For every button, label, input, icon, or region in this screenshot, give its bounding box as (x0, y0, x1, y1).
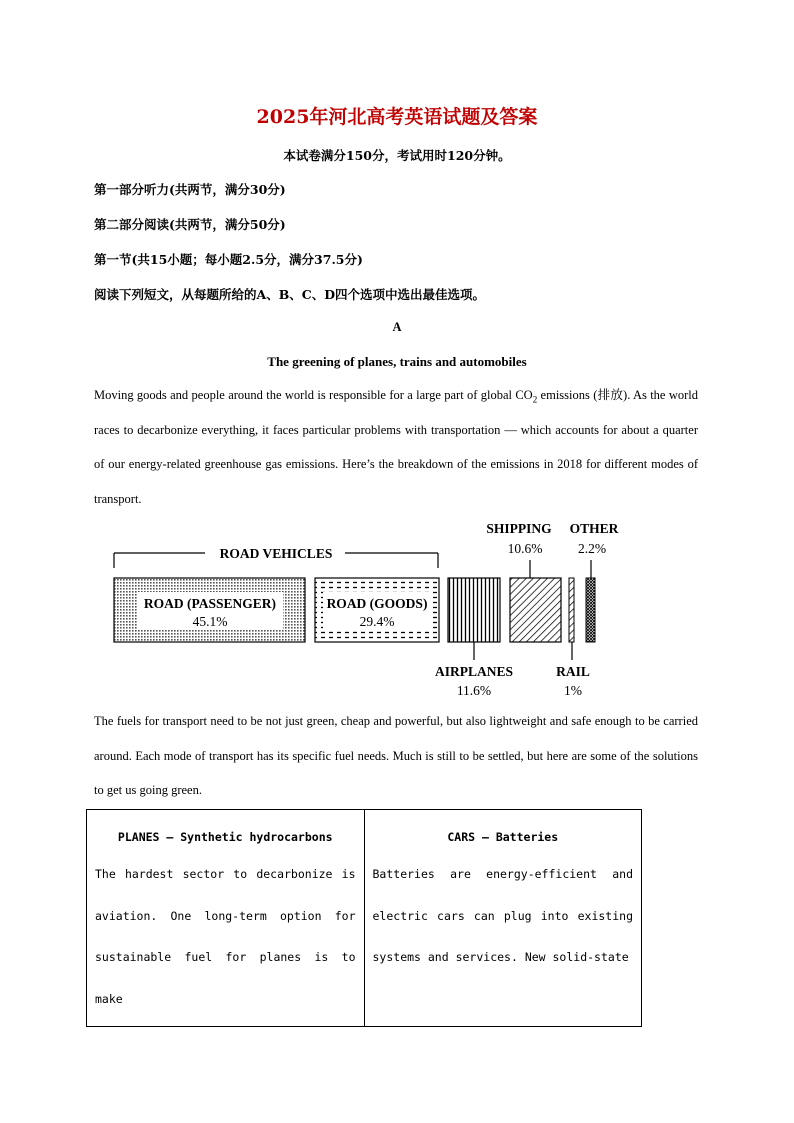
table-row (87, 810, 642, 1027)
section1-heading: 第一节(共15小题；每小题2.5分，满分37.5分) (94, 252, 363, 267)
value-other: 2.2% (577, 541, 607, 556)
passage-paragraph-2: The fuels for transport need to be not just green, cheap and powerful, but also lightweight and safe enough to be carried around. Each mode of transport has its specific fuel needs. Much is still to be settled, but here are some of the solutions to get us going green. (94, 714, 698, 797)
solutions-table (86, 809, 642, 1027)
instruction-text: 阅读下列短文，从每题所给的A、B、C、D四个选项中选出最佳选项。 (94, 287, 486, 302)
table-cell-planes (87, 810, 365, 1027)
bar-rail (569, 578, 574, 642)
road-vehicles-label: ROAD VEHICLES (219, 546, 333, 561)
passage-title: The greening of planes, trains and automobiles (267, 354, 527, 369)
p1-text-a: Moving goods and people around the world is responsible for a large part of global CO (94, 388, 533, 402)
label-airplanes: AIRPLANES (434, 664, 514, 679)
table-cell-cars (364, 810, 642, 1027)
value-airplanes: 11.6% (456, 683, 492, 698)
emissions-chart (0, 510, 794, 710)
page-title: 2025年河北高考英语试题及答案 (256, 106, 538, 128)
planes-heading: PLANES — Synthetic hydrocarbons (117, 830, 333, 844)
passage-letter: A (392, 320, 402, 334)
label-road-goods: ROAD (GOODS) (326, 596, 428, 611)
value-road-goods: 29.4% (359, 614, 395, 629)
part2-heading: 第二部分阅读(共两节，满分50分) (94, 217, 286, 232)
planes-body: The hardest sector to decarbonize is aviation. One long-term option for sustainable fuel for planes is to make (95, 867, 356, 1006)
passage-paragraph-1 (94, 378, 698, 516)
p1-text-b: emissions (排放). As the world races to decarbonize everything, it faces particular problems with transportation — which accounts for about a quarter of our energy-related greenhouse gas emissions. Here’s the breakdown of the emissions in 2018 for different modes of transport. (94, 388, 698, 506)
bar-shipping (510, 578, 561, 642)
value-rail: 1% (564, 683, 582, 698)
part1-heading: 第一部分听力(共两节，满分30分) (94, 182, 286, 197)
bar-airplanes (448, 578, 500, 642)
label-rail: RAIL (556, 664, 590, 679)
cars-heading: CARS — Batteries (447, 830, 559, 844)
label-road-passenger: ROAD (PASSENGER) (143, 596, 277, 611)
value-shipping: 10.6% (507, 541, 543, 556)
bar-other (586, 578, 595, 642)
p1-subscript: 2 (532, 394, 538, 405)
value-road-passenger: 45.1% (192, 614, 228, 629)
exam-subtitle: 本试卷满分150分，考试用时120分钟。 (283, 148, 511, 163)
cars-body: Batteries are energy-efficient and electric cars can plug into existing systems and services. New solid-state (372, 867, 633, 964)
label-other: OTHER (569, 521, 619, 536)
label-shipping: SHIPPING (486, 521, 552, 536)
